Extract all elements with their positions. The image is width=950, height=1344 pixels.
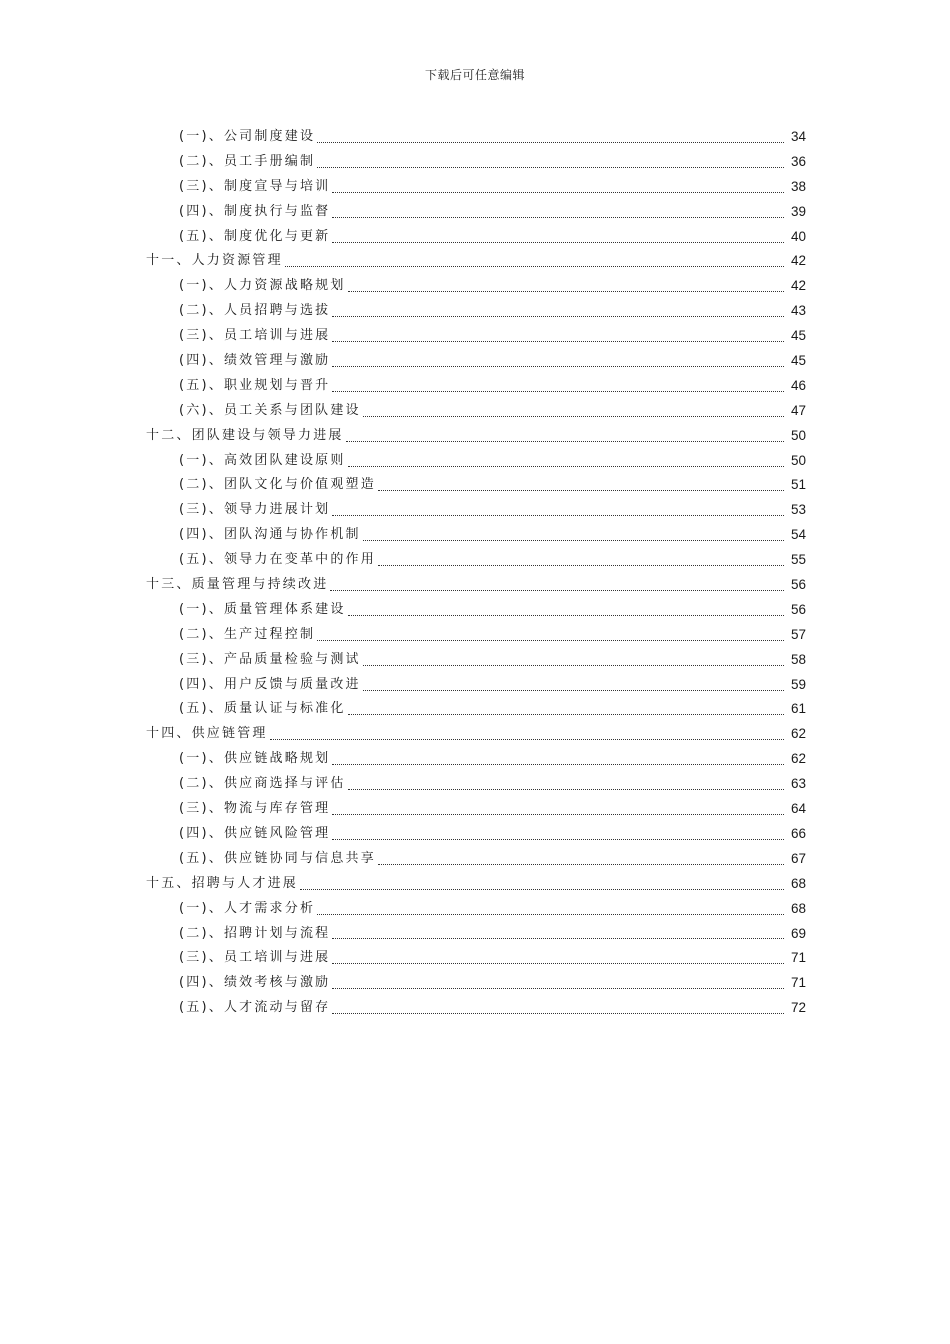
- toc-section-entry[interactable]: [0, 274, 950, 299]
- toc-dot-leader: [348, 789, 784, 790]
- toc-dot-leader: [332, 814, 784, 815]
- toc-section-entry[interactable]: [0, 473, 950, 498]
- toc-page-number: 51: [790, 477, 806, 493]
- toc-section-entry[interactable]: [0, 324, 950, 349]
- toc-section-entry[interactable]: [0, 449, 950, 474]
- toc-section-entry[interactable]: [0, 299, 950, 324]
- toc-section-entry[interactable]: [0, 996, 950, 1021]
- toc-entry-label: 十二、团队建设与领导力进展: [146, 427, 344, 443]
- toc-page-number: 68: [790, 900, 806, 916]
- toc-dot-leader: [330, 590, 784, 591]
- toc-section-entry[interactable]: [0, 697, 950, 722]
- toc-page-number: 62: [790, 751, 806, 767]
- toc-section-entry[interactable]: [0, 673, 950, 698]
- toc-dot-leader: [363, 690, 784, 691]
- toc-entry-label: (一)、质量管理体系建设: [179, 601, 346, 617]
- toc-page-number: 63: [790, 776, 806, 792]
- toc-section-entry[interactable]: [0, 971, 950, 996]
- toc-page-number: 40: [790, 228, 806, 244]
- toc-page-number: 38: [790, 178, 806, 194]
- toc-dot-leader: [332, 192, 784, 193]
- toc-page-number: 68: [790, 875, 806, 891]
- toc-entry-label: (五)、职业规划与晋升: [179, 377, 331, 393]
- toc-section-entry[interactable]: [0, 548, 950, 573]
- toc-dot-leader: [332, 366, 784, 367]
- toc-dot-leader: [332, 839, 784, 840]
- toc-section-entry[interactable]: [0, 523, 950, 548]
- toc-dot-leader: [332, 1013, 784, 1014]
- toc-entry-label: (四)、团队沟通与协作机制: [179, 527, 361, 543]
- toc-section-entry[interactable]: [0, 772, 950, 797]
- toc-section-entry[interactable]: [0, 399, 950, 424]
- toc-dot-leader: [348, 615, 784, 616]
- toc-page-number: 56: [790, 601, 806, 617]
- toc-dot-leader: [317, 914, 784, 915]
- toc-dot-leader: [317, 167, 784, 168]
- toc-dot-leader: [317, 640, 784, 641]
- toc-page-number: 67: [790, 850, 806, 866]
- toc-section-entry[interactable]: [0, 648, 950, 673]
- toc-dot-leader: [378, 565, 784, 566]
- toc-entry-label: (一)、公司制度建设: [179, 129, 316, 144]
- toc-page-number: 43: [790, 303, 806, 319]
- toc-dot-leader: [378, 490, 784, 491]
- toc-dot-leader: [363, 540, 784, 541]
- toc-section-entry[interactable]: [0, 200, 950, 225]
- toc-page-number: 39: [790, 203, 806, 219]
- toc-chapter-entry[interactable]: [0, 573, 950, 598]
- toc-page-number: 42: [790, 278, 806, 294]
- toc-page-number: 69: [790, 925, 806, 941]
- page-header: 下载后可任意编辑: [424, 68, 525, 82]
- toc-entry-label: (二)、招聘计划与流程: [179, 925, 331, 941]
- toc-chapter-entry[interactable]: [0, 424, 950, 449]
- toc-entry-label: (五)、制度优化与更新: [179, 228, 331, 244]
- toc-chapter-entry[interactable]: [0, 872, 950, 897]
- toc-entry-label: (四)、绩效管理与激励: [179, 353, 331, 369]
- table-of-contents: [0, 125, 950, 1021]
- toc-section-entry[interactable]: [0, 922, 950, 947]
- toc-dot-leader: [300, 889, 784, 890]
- toc-dot-leader: [332, 242, 784, 243]
- toc-section-entry[interactable]: [0, 747, 950, 772]
- toc-section-entry[interactable]: [0, 498, 950, 523]
- toc-section-entry[interactable]: [0, 822, 950, 847]
- toc-page-number: 53: [790, 502, 806, 518]
- toc-section-entry[interactable]: [0, 150, 950, 175]
- toc-dot-leader: [317, 142, 784, 143]
- toc-entry-label: (五)、质量认证与标准化: [179, 701, 346, 717]
- toc-page-number: 50: [790, 452, 806, 468]
- toc-section-entry[interactable]: [0, 897, 950, 922]
- toc-entry-label: (三)、领导力进展计划: [179, 502, 331, 518]
- toc-section-entry[interactable]: [0, 225, 950, 250]
- toc-page-number: 57: [790, 626, 806, 642]
- toc-entry-label: 十五、招聘与人才进展: [146, 875, 299, 891]
- toc-entry-label: (二)、供应商选择与评估: [179, 776, 346, 792]
- toc-section-entry[interactable]: [0, 847, 950, 872]
- toc-dot-leader: [332, 515, 784, 516]
- toc-entry-label: (三)、物流与库存管理: [179, 801, 331, 817]
- toc-dot-leader: [332, 988, 784, 989]
- toc-section-entry[interactable]: [0, 797, 950, 822]
- toc-page-number: 61: [790, 701, 806, 717]
- toc-dot-leader: [346, 441, 784, 442]
- toc-section-entry[interactable]: [0, 623, 950, 648]
- toc-dot-leader: [332, 391, 784, 392]
- toc-chapter-entry[interactable]: [0, 249, 950, 274]
- toc-page-number: 71: [790, 950, 806, 966]
- toc-entry-label: (五)、领导力在变革中的作用: [179, 552, 376, 568]
- toc-page-number: 56: [790, 577, 806, 593]
- toc-dot-leader: [332, 217, 784, 218]
- toc-entry-label: (三)、员工培训与进展: [179, 328, 331, 344]
- toc-page-number: 42: [790, 253, 806, 269]
- toc-entry-label: (五)、供应链协同与信息共享: [179, 850, 376, 866]
- toc-entry-label: (一)、人才需求分析: [179, 900, 316, 916]
- toc-page-number: 72: [790, 1000, 806, 1016]
- toc-page-number: 47: [790, 402, 806, 418]
- toc-dot-leader: [332, 764, 784, 765]
- toc-dot-leader: [348, 291, 784, 292]
- toc-section-entry[interactable]: [0, 946, 950, 971]
- toc-page-number: 64: [790, 801, 806, 817]
- toc-entry-label: (二)、人员招聘与选拔: [179, 303, 331, 319]
- toc-entry-label: (一)、高效团队建设原则: [179, 452, 346, 468]
- toc-entry-label: (二)、生产过程控制: [179, 626, 316, 642]
- toc-page-number: 45: [790, 353, 806, 369]
- toc-entry-label: (六)、员工关系与团队建设: [179, 402, 361, 418]
- toc-entry-label: (四)、用户反馈与质量改进: [179, 676, 361, 692]
- toc-entry-label: (二)、团队文化与价值观塑造: [179, 477, 376, 493]
- toc-entry-label: (四)、绩效考核与激励: [179, 975, 331, 991]
- toc-section-entry[interactable]: [0, 175, 950, 200]
- toc-page-number: 66: [790, 825, 806, 841]
- toc-page-number: 45: [790, 328, 806, 344]
- toc-page-number: 50: [790, 427, 806, 443]
- toc-chapter-entry[interactable]: [0, 722, 950, 747]
- toc-dot-leader: [332, 316, 784, 317]
- toc-entry-label: 十四、供应链管理: [146, 726, 268, 742]
- toc-dot-leader: [348, 714, 784, 715]
- toc-page-number: 58: [790, 651, 806, 667]
- toc-entry-label: (一)、人力资源战略规划: [179, 278, 346, 294]
- toc-entry-label: (四)、制度执行与监督: [179, 203, 331, 219]
- toc-section-entry[interactable]: [0, 374, 950, 399]
- toc-page-number: 54: [790, 527, 806, 543]
- toc-entry-label: (三)、员工培训与进展: [179, 950, 331, 966]
- toc-entry-label: 十一、人力资源管理: [146, 253, 283, 269]
- toc-dot-leader: [332, 341, 784, 342]
- toc-entry-label: (三)、产品质量检验与测试: [179, 651, 361, 667]
- toc-dot-leader: [270, 739, 784, 740]
- toc-page-number: 62: [790, 726, 806, 742]
- toc-page-number: 71: [790, 975, 806, 991]
- toc-dot-leader: [363, 665, 784, 666]
- toc-dot-leader: [363, 416, 784, 417]
- toc-entry-label: (二)、员工手册编制: [179, 153, 316, 169]
- toc-page-number: 34: [790, 129, 806, 144]
- toc-entry-label: (三)、制度宣导与培训: [179, 178, 331, 194]
- toc-dot-leader: [332, 963, 784, 964]
- toc-page-number: 36: [790, 153, 806, 169]
- toc-entry-label: (四)、供应链风险管理: [179, 825, 331, 841]
- toc-page-number: 59: [790, 676, 806, 692]
- toc-dot-leader: [332, 938, 784, 939]
- toc-page-number: 55: [790, 552, 806, 568]
- toc-page-number: 46: [790, 377, 806, 393]
- toc-dot-leader: [285, 266, 784, 267]
- toc-entry-label: (一)、供应链战略规划: [179, 751, 331, 767]
- toc-section-entry[interactable]: [0, 598, 950, 623]
- toc-section-entry[interactable]: [0, 125, 950, 150]
- toc-section-entry[interactable]: [0, 349, 950, 374]
- toc-entry-label: 十三、质量管理与持续改进: [146, 577, 329, 593]
- toc-dot-leader: [348, 466, 784, 467]
- toc-dot-leader: [378, 864, 784, 865]
- toc-entry-label: (五)、人才流动与留存: [179, 1000, 331, 1016]
